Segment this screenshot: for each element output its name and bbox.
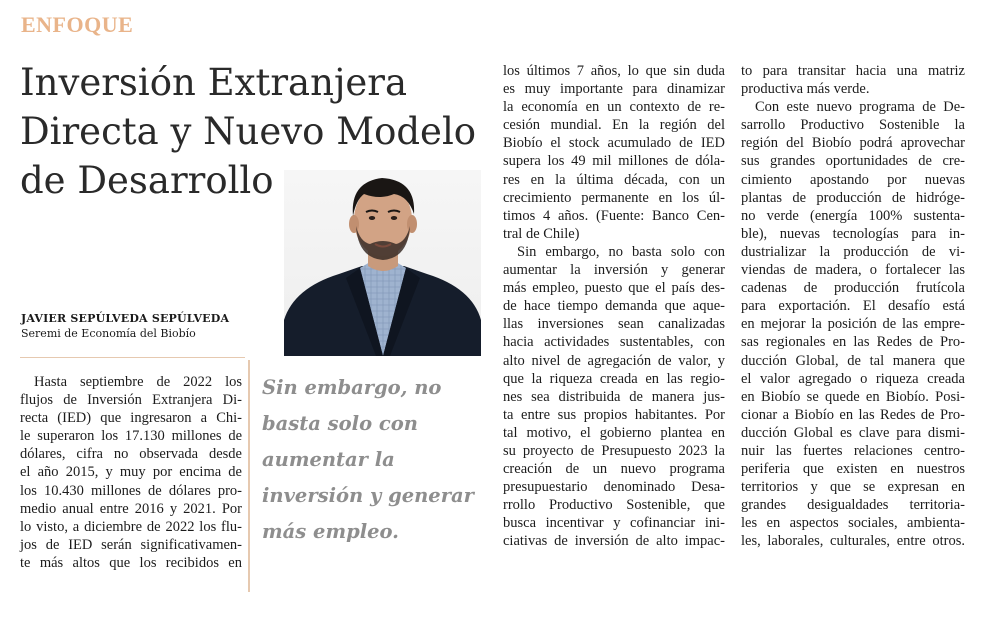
text-line: rrollo Productivo Sostenible, que [503, 497, 725, 514]
text-line: tral de Chile) [503, 225, 580, 242]
text-line: en Biobío se quede en Biobío. Posi- [741, 388, 965, 405]
text-line: el año 2015, y muy por encima de [20, 464, 242, 481]
text-line: ciativas de inversión de alto impac- [503, 533, 725, 550]
text-line: Con este nuevo programa de De- [755, 99, 965, 116]
article-column-3 [741, 62, 965, 551]
text-line: te más altos que los recibidos en [20, 554, 242, 571]
text-line: llas inversiones sean canalizadas [503, 316, 725, 333]
text-line: productiva más verde. [741, 81, 870, 98]
author-role: Seremi de Economía del Biobío [21, 327, 196, 340]
text-line: timos 4 años. (Fuente: Banco Cen- [503, 207, 725, 224]
text-line: nuir las fuertes relaciones centro- [741, 442, 965, 459]
text-line: dustrializar la producción de vi- [741, 243, 965, 260]
text-line: jos de IED serán significativamen- [20, 536, 242, 553]
pull-quote-line: Sin embargo, no [262, 376, 442, 399]
text-line: les en aspectos sociales, ambienta- [741, 515, 965, 532]
text-line: cesión mundial. En la región del [503, 117, 725, 134]
text-line: cadenas de producción frutícola [741, 280, 965, 297]
author-portrait-image [284, 170, 481, 356]
text-line: to para transitar hacia una matriz [741, 63, 965, 79]
text-line: más empleo, puesto que el país des- [503, 280, 725, 297]
text-line: que la riqueza creada en las regio- [503, 370, 725, 387]
headline-line: Inversión Extranjera [20, 61, 408, 104]
text-line: su proyecto de Presupuesto 2023 la [503, 442, 725, 459]
text-line: tal motivo, el gobierno plantea en [503, 424, 725, 441]
text-line: territorios y que se expresan en [741, 479, 965, 496]
pull-quote-line: inversión y generar [262, 484, 474, 507]
text-line: plantas de producción de hidróge- [741, 189, 965, 206]
text-line: recta (IED) que ingresaron a Chi- [20, 410, 242, 427]
headline-line: Directa y Nuevo Modelo [20, 110, 477, 153]
text-line: les, laborales, culturales, entre otros. [741, 533, 965, 550]
author-name: JAVIER SEPÚLVEDA SEPÚLVEDA [21, 312, 230, 325]
text-line: lo visto, a diciembre de 2022 los flu- [20, 518, 242, 535]
text-line: de hace tiempo demanda que aque- [503, 298, 725, 315]
headline-line: de Desarrollo [20, 159, 274, 202]
text-line: los últimos 7 años, lo que sin duda [503, 63, 725, 79]
text-line: en mejorar la posición de las empre- [741, 316, 965, 333]
text-line: viendas de madera, o fortalecer las [741, 262, 965, 279]
text-line: ducción Global es clave para dismi- [741, 424, 965, 441]
text-line: busca incentivar y cofinanciar ini- [503, 515, 725, 532]
text-line: dólares, cifra no observada desde [20, 446, 242, 463]
text-line: flujos de Inversión Extranjera Di- [20, 392, 242, 409]
text-line: aumentar la inversión y generar [503, 262, 725, 279]
author-photo [284, 170, 481, 356]
text-line: periferia que existen en nuestros [741, 461, 965, 478]
article-column-1 [20, 373, 242, 572]
text-line: creación de un nuevo programa [503, 461, 725, 478]
text-line: no verde (energía 100% sustenta- [741, 207, 965, 224]
text-line: Biobío el stock acumulado de IED [503, 135, 725, 152]
text-line: crecimiento permanente en los úl- [503, 189, 725, 206]
text-line: región del Biobío podrá aprovechar [741, 135, 965, 152]
text-line: sarrollo Productivo Sostenible la [741, 117, 965, 134]
divider-rule [20, 357, 245, 358]
pull-quote-line: aumentar la [262, 448, 395, 471]
text-line: la economía en un contexto de re- [503, 99, 725, 116]
pull-quote [248, 360, 476, 592]
text-line: Hasta septiembre de 2022 los [34, 374, 242, 390]
text-line: sus grandes oportunidades de cre- [741, 153, 965, 170]
text-line: Sin embargo, no basta solo con [517, 243, 725, 260]
text-line: es muy importante para dinamizar [503, 81, 725, 98]
pull-quote-line: basta solo con [262, 412, 418, 435]
text-line: ta entre sus propios habitantes. Por [503, 406, 725, 423]
text-line: cionar a Biobío en las Redes de Pro- [741, 406, 965, 423]
text-line: alto nivel de agregación de valor, y [503, 352, 725, 369]
text-line: supera los 49 mil millones de dóla- [503, 153, 725, 170]
text-line: sas regionales en las Redes de Pro- [741, 334, 965, 351]
section-tag: ENFOQUE [21, 12, 134, 37]
text-line: ble), nuevas tecnologías para in- [741, 225, 965, 242]
text-line: los 10.430 millones de dólares pro- [20, 482, 242, 499]
text-line: ducción Global, de tal manera que [741, 352, 965, 369]
text-line: hacia actividades sustentables, con [503, 334, 725, 351]
text-line: presupuestario denominado Desa- [503, 479, 725, 496]
text-line: medio anual entre 2016 y 2021. Por [20, 500, 242, 517]
text-line: res en la última década, con un [503, 171, 725, 188]
text-line: le superaron los 17.130 millones de [20, 428, 242, 445]
text-line: cimiento apostando por nuevas [741, 171, 965, 188]
text-line: nes sea distribuida de manera jus- [503, 388, 725, 405]
text-line: grandes desigualdades territoria- [741, 497, 965, 514]
article-column-2 [503, 62, 725, 551]
pull-quote-line: más empleo. [262, 520, 399, 543]
text-line: el valor agregado o riqueza creada [741, 370, 965, 387]
text-line: para exportación. El desafío está [741, 298, 965, 315]
